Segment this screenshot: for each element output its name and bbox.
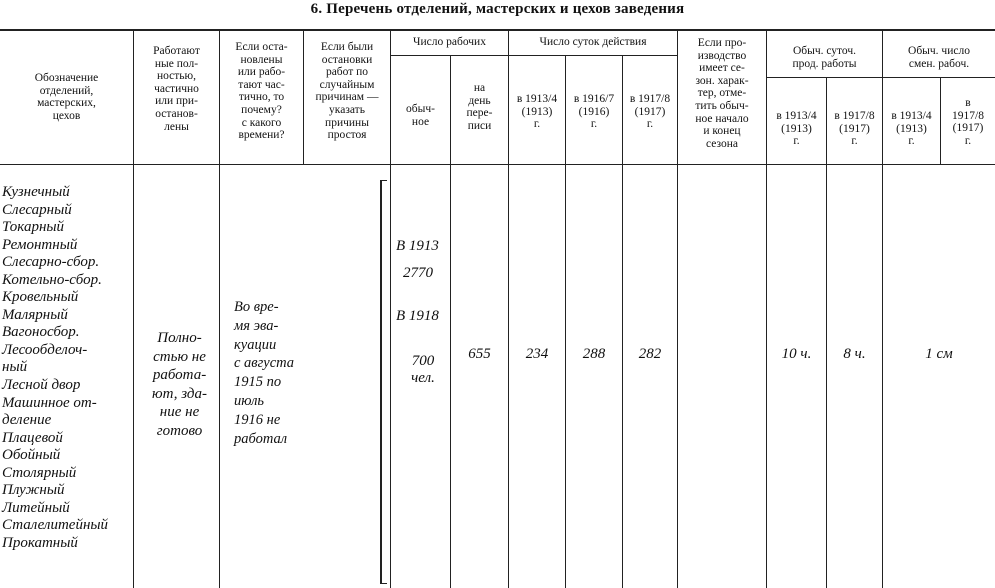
shifts-group-rule: [882, 77, 995, 78]
header-duration-1913: в 1913/4 (1913) г.: [776, 110, 817, 148]
duration-1913-cell: 10 ч.: [781, 346, 812, 362]
workers-usual-1918-value: 700 чел.: [411, 353, 435, 386]
page-title: 6. Перечень отделений, мастерских и цехов заведения: [310, 1, 685, 17]
days-group-rule: [508, 55, 677, 56]
brace-mark: [380, 180, 387, 584]
header-bottom-rule: [0, 164, 995, 165]
days-1916-cell: 288: [582, 346, 606, 362]
header-season: Если про- изводство имеет се- зон. харак- тер, отме- тить обыч- ное начало и конец сезона: [695, 37, 749, 150]
workers-usual-1913-value: 2770: [403, 265, 433, 281]
col-divider-11: [826, 78, 827, 588]
header-workers-usual: обыч- ное: [406, 103, 435, 128]
header-work-status: Работают ные пол- ностью, частично или при- останов- лены: [153, 45, 200, 133]
header-workers-census: на день пере- писи: [466, 82, 493, 132]
header-shifts-1917: в 1917/8 (1917) г.: [952, 97, 984, 147]
header-shifts-group: Обыч. число смен. рабоч.: [908, 45, 970, 70]
header-departments: Обозначение отделений, мастерских, цехов: [34, 72, 99, 122]
workers-usual-1913-label: В 1913: [396, 238, 439, 254]
work-status-cell: Полно- стью не работа- ют, зда- ние не готово: [152, 330, 208, 439]
col-divider-8: [622, 56, 623, 588]
header-days-1916: в 1916/7 (1916) г.: [573, 93, 615, 131]
header-days-1917: в 1917/8 (1917) г.: [629, 93, 671, 131]
col-divider-5: [450, 56, 451, 588]
col-divider-7: [565, 56, 566, 588]
duration-group-rule: [766, 77, 882, 78]
header-duration-1917: в 1917/8 (1917) г.: [834, 110, 875, 148]
header-shifts-1913: в 1913/4 (1913) г.: [891, 110, 932, 148]
header-idle-reason: Если были остановки работ по случайным причинам — указать причины простоя: [315, 41, 379, 142]
header-workers-group: Число рабочих: [413, 36, 486, 48]
header-days-1913: в 1913/4 (1913) г.: [516, 93, 558, 131]
workers-usual-1918-label: В 1918: [396, 308, 439, 324]
shifts-cell: 1 см: [925, 346, 953, 362]
header-duration-group: Обыч. суточ. прод. работы: [792, 45, 857, 70]
workers-census-cell: 655: [468, 346, 491, 362]
days-1913-cell: 234: [525, 346, 549, 362]
days-1917-cell: 282: [638, 346, 662, 362]
department-list: Кузнечный Слесарный Токарный Ремонтный Слесарно-сбор. Котельно-сбор. Кровельный Малярный Вагоносбор. Лесообделоч- ный Лесной двор Машинное от- деление Плацевой Обойный Столярный Плужный Литейный Сталелитейный Прокатный: [2, 184, 109, 551]
stop-reason-cell: Во вре- мя эва- куации с августа 1915 по июль 1916 не работал: [234, 299, 295, 447]
table-top-rule: [0, 29, 995, 31]
header-days-group: Число суток действия: [539, 36, 647, 48]
duration-1917-cell: 8 ч.: [843, 346, 866, 362]
header-stop-reason: Если оста- новлены или рабо- тают час- тично, то почему? с какого времени?: [235, 41, 288, 142]
